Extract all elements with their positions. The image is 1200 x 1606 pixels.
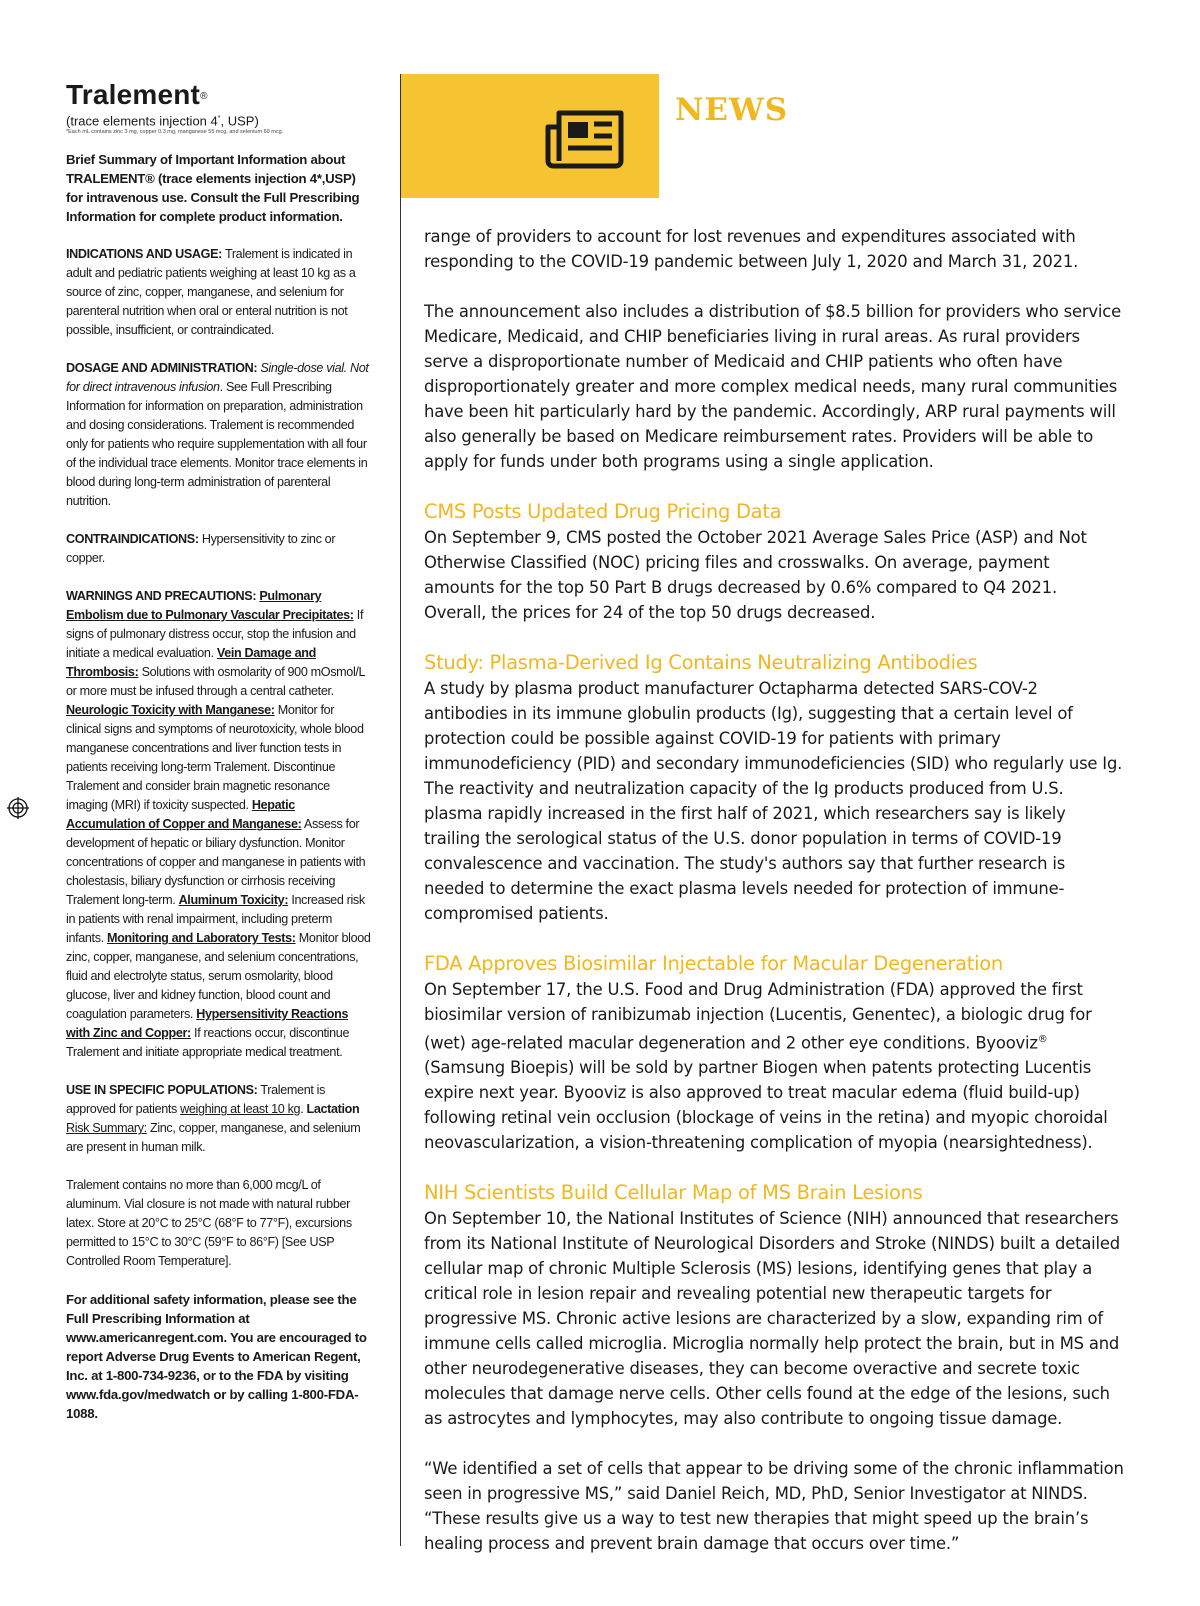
warnings-section: [66, 587, 372, 1062]
warning-heading: Hepatic Accumulation of Copper and Manganese:: [66, 798, 302, 832]
column-divider: [400, 74, 401, 1546]
section-label: USE IN SPECIFIC POPULATIONS:: [66, 1083, 258, 1098]
underlined-text: Risk Summary:: [66, 1121, 147, 1136]
article-paragraph: On September 9, CMS posted the October 2021 Average Sales Price (ASP) and Not Otherwise Classified (NOC) pricing files and crosswalks. On average, payment amounts for the top 50 Part B drugs decreased by 0.6% compared to Q4 2021. Overall, the prices for 24 of the top 50 drugs decreased.: [424, 528, 1087, 622]
brand-name: Tralement: [66, 79, 201, 110]
brand-title: [66, 80, 372, 110]
article-heading: Study: Plasma-Derived Ig Contains Neutralizing Antibodies: [424, 651, 978, 674]
prescribing-summary: [66, 80, 372, 1423]
indications-section: [66, 245, 372, 340]
brand-footnote: *Each mL contains zinc 3 mg, copper 0.3 mg, manganese 55 mcg, and selenium 60 mcg.: [66, 129, 284, 136]
section-text: Tralement is approved for patients: [66, 1083, 326, 1117]
section-label: DOSAGE AND ADMINISTRATION:: [66, 361, 258, 376]
registered-mark: ®: [200, 91, 208, 102]
warning-text: If signs of pulmonary distress occur, stop the infusion and initiate a medical evaluation.: [66, 608, 364, 661]
newspaper-icon: [545, 109, 625, 169]
section-italic: Single-dose vial. Not for direct intravenous infusion: [66, 361, 369, 395]
article-paragraph: [424, 977, 1124, 1155]
section-text: .: [300, 1102, 307, 1117]
article-paragraph: The announcement also includes a distribution of $8.5 billion for providers who service Medicare, Medicaid, and CHIP beneficiaries living in rural areas. As rural providers serve a disproportionate number of Medicaid and CHIP patients who often have disproportionately greater and more complex medical needs, many rural communities have been hit particularly hard by the pandemic. Accordingly, ARP rural payments will also generally be based on Medicare reimbursement rates. Providers will be able to apply for funds under both programs using a single application.: [424, 302, 1121, 471]
section-label: WARNINGS AND PRECAUTIONS:: [66, 589, 257, 604]
contraindications-section: [66, 530, 372, 568]
news-articles: [424, 224, 1124, 1556]
paragraph-part: (Samsung Bioepis) will be sold by partner Biogen when patents protecting Lucentis expire next year. Byooviz is also approved to treat macular edema (fluid build-up) following retinal vein occlusion (blockage of veins in the retina) and myopic choroidal neovascularization, a vision-threatening complication of myopia (nearsightedness).: [424, 1058, 1108, 1153]
lactation-label: Lactation: [306, 1102, 360, 1117]
article-heading: FDA Approves Biosimilar Injectable for Macular Degeneration: [424, 952, 1003, 975]
warning-heading: Vein Damage and Thrombosis:: [66, 646, 316, 680]
warning-heading: Pulmonary Embolism due to Pulmonary Vascular Precipitates:: [66, 589, 354, 623]
warning-heading: Neurologic Toxicity with Manganese:: [66, 703, 275, 718]
article-paragraph: range of providers to account for lost revenues and expenditures associated with responding to the COVID-19 pandemic between July 1, 2020 and March 31, 2021.: [424, 227, 1079, 271]
section-label: CONTRAINDICATIONS:: [66, 532, 199, 547]
subtitle-part: (trace elements injection 4: [66, 113, 218, 129]
warning-heading: Hypersensitivity Reactions with Zinc and Copper:: [66, 1007, 349, 1041]
section-text: Tralement is indicated in adult and pediatric patients weighing at least 10 kg as a source of zinc, copper, manganese, and selenium for parenteral nutrition when oral or enteral nutrition is not possible, insufficient, or contraindicated.: [66, 247, 356, 338]
underlined-text: weighing at least 10 kg: [180, 1102, 301, 1117]
warning-text: Solutions with osmolarity of 900 mOsmol/L or more must be infused through a central catheter.: [66, 665, 365, 699]
section-label: INDICATIONS AND USAGE:: [66, 247, 223, 262]
warning-text: Assess for development of hepatic or biliary dysfunction. Monitor concentrations of copper and manganese in patients with cholestasis, biliary dysfunction or cirrhosis receiving Tralement long-term.: [66, 817, 366, 908]
brand-subtitle: [66, 111, 372, 128]
warning-text: Monitor blood zinc, copper, manganese, and selenium concentrations, fluid and electrolyte status, serum osmolarity, blood glucose, liver and kidney function, blood count and coagulation parameters.: [66, 931, 371, 1022]
paragraph-part: On September 17, the U.S. Food and Drug Administration (FDA) approved the first biosimilar version of ranibizumab injection (Lucentis, Genentec), a biologic drug for (wet) age-related macular degeneration and 2 other eye conditions. Byooviz: [424, 980, 1092, 1053]
warning-text: If reactions occur, discontinue Tralement and initiate appropriate medical treatment.: [66, 1026, 350, 1060]
storage-section: Tralement contains no more than 6,000 mcg/L of aluminum. Vial closure is not made with natural rubber latex. Store at 20°C to 25°C (68°F to 77°F), excursions permitted to 15°C to 30°C (59°F to 86°F) [See USP Controlled Room Temperature].: [66, 1178, 352, 1269]
safety-footer: For additional safety information, please see the Full Prescribing Information at www.americanregent.com. You are encouraged to report Adverse Drug Events to American Regent, Inc. at 1-800-734-9236, or to the FDA by visiting www.fda.gov/medwatch or by calling 1-800-FDA-1088.: [66, 1292, 367, 1422]
asterisk-mark: *: [217, 115, 221, 122]
article-paragraph: A study by plasma product manufacturer Octapharma detected SARS-COV-2 antibodies in its immune globulin products (Ig), suggesting that a certain level of protection could be possible against COVID-19 for patients with primary immunodeficiency (PID) and secondary immunodeficiencies (SID) who regularly use Ig. The reactivity and neutralization capacity of the Ig products produced from U.S. plasma rapidly increased in the first half of 2021, which researchers say is likely trailing the serological status of the U.S. donor population in terms of COVID-19 convalescence and vaccination. The study's authors say that further research is needed to determine the exact plasma levels needed for protection of immune-compromised patients.: [424, 679, 1123, 923]
crosshair-icon: [7, 797, 29, 819]
article-quote: “We identified a set of cells that appear to be driving some of the chronic inflammation seen in progressive MS,” said Daniel Reich, MD, PhD, Senior Investigator at NINDS. “These results give us a way to test new therapies that might speed up the brain’s healing process and prevent brain damage that occurs over time.”: [424, 1459, 1124, 1554]
article-heading: CMS Posts Updated Drug Pricing Data: [424, 500, 782, 523]
warning-heading: Aluminum Toxicity:: [178, 893, 289, 908]
article-paragraph: On September 10, the National Institutes of Science (NIH) announced that researchers from its National Institute of Neurological Disorders and Stroke (NINDS) built a detailed cellular map of chronic Multiple Sclerosis (MS) lesions, identifying genes that play a critical role in lesion repair and revealing potential new therapeutic targets for progressive MS. Chronic active lesions are characterized by a slow, expanding rim of immune cells called microglia. Microglia normally help protect the brain, but in MS and other neurodegenerative diseases, they can become overactive and secrete toxic molecules that damage nerve cells. Other cells found at the edge of the lesions, such as astrocytes and lymphocytes, may also contribute to ongoing tissue damage.: [424, 1209, 1120, 1429]
section-text: Zinc, copper, manganese, and selenium are present in human milk.: [66, 1121, 361, 1155]
section-text: Hypersensitivity to zinc or copper.: [66, 532, 336, 566]
specific-populations-section: [66, 1081, 372, 1157]
warning-text: Increased risk in patients with renal impairment, including preterm infants.: [66, 893, 365, 946]
warning-heading: Monitoring and Laboratory Tests:: [106, 931, 296, 946]
warning-text: Monitor for clinical signs and symptoms of neurotoxicity, whole blood manganese concentrations and liver function tests in patients receiving long-term Tralement. Discontinue Tralement and consider brain magnetic resonance imaging (MRI) if toxicity suspected.: [66, 703, 364, 813]
brief-summary-lead: Brief Summary of Important Information about TRALEMENT® (trace elements injection 4*,USP) for intravenous use. Consult the Full Prescribing Information for complete product information.: [66, 152, 360, 225]
section-title: NEWS: [675, 92, 789, 128]
registered-mark: ®: [1037, 1034, 1048, 1045]
dosage-section: [66, 359, 372, 511]
section-text: . See Full Prescribing Information for information on preparation, administration and dosing considerations. Tralement is recommended only for patients who require supplementation with all four of the individual trace elements. Monitor trace elements in blood during long-term administration of parenteral nutrition.: [66, 380, 368, 509]
subtitle-part: , USP): [220, 113, 259, 129]
article-heading: NIH Scientists Build Cellular Map of MS Brain Lesions: [424, 1181, 923, 1205]
